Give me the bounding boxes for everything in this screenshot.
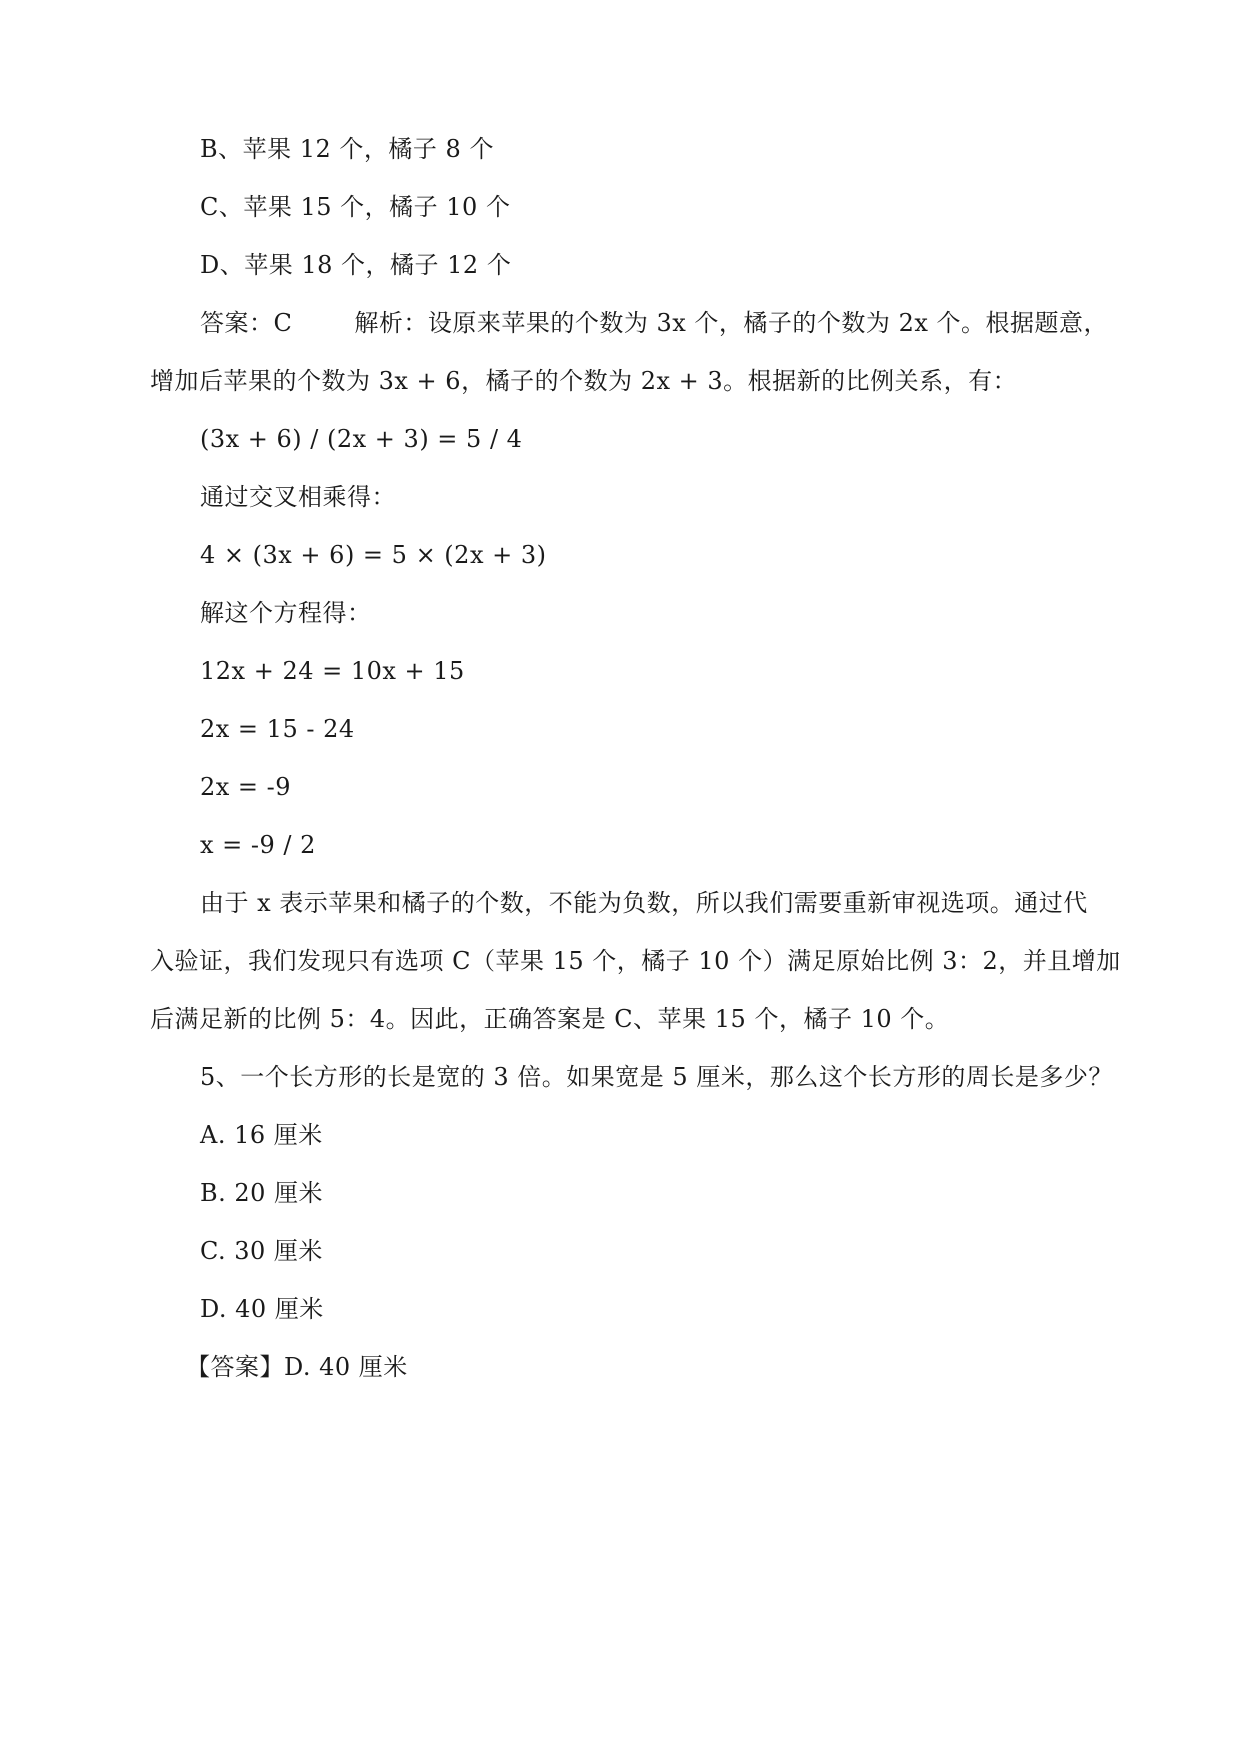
question-5-answer: 【答案】D. 40 厘米 xyxy=(186,1353,408,1381)
question-5-stem: 5、一个长方形的长是宽的 3 倍。如果宽是 5 厘米，那么这个长方形的周长是多少？ xyxy=(200,1063,1113,1091)
question-5-option-a: A. 16 厘米 xyxy=(200,1121,323,1149)
analysis-start: 解析：设原来苹果的个数为 3x 个，橘子的个数为 2x 个。根据题意， xyxy=(354,309,1108,337)
option-b: B、苹果 12 个，橘子 8 个 xyxy=(200,135,494,163)
question-5-option-c: C. 30 厘米 xyxy=(200,1237,323,1265)
analysis-line-2: 增加后苹果的个数为 3x + 6，橘子的个数为 2x + 3。根据新的比例关系，有： xyxy=(150,367,1018,395)
option-d: D、苹果 18 个，橘子 12 个 xyxy=(200,251,512,279)
solve-label: 解这个方程得： xyxy=(200,599,372,627)
option-c: C、苹果 15 个，橘子 10 个 xyxy=(200,193,511,221)
question-5-option-d: D. 40 厘米 xyxy=(200,1295,324,1323)
solve-step: 2x = -9 xyxy=(200,773,292,801)
answer-analysis-line xyxy=(200,307,1108,339)
conclusion-line: 由于 x 表示苹果和橘子的个数，不能为负数，所以我们需要重新审视选项。通过代 xyxy=(200,889,1088,917)
question-5-option-b: B. 20 厘米 xyxy=(200,1179,324,1207)
cross-multiply-equation: 4 × (3x + 6) = 5 × (2x + 3) xyxy=(200,541,547,569)
cross-multiply-label: 通过交叉相乘得： xyxy=(200,483,396,511)
solve-step: 12x + 24 = 10x + 15 xyxy=(200,657,465,685)
conclusion-line: 入验证，我们发现只有选项 C（苹果 15 个，橘子 10 个）满足原始比例 3：2，并且增加 xyxy=(150,947,1121,975)
conclusion-line: 后满足新的比例 5：4。因此，正确答案是 C、苹果 15 个，橘子 10 个。 xyxy=(150,1005,950,1033)
solve-step: 2x = 15 - 24 xyxy=(200,715,355,743)
ratio-equation: (3x + 6) / (2x + 3) = 5 / 4 xyxy=(200,425,523,453)
solve-step: x = -9 / 2 xyxy=(200,831,316,859)
answer-label: 答案：C xyxy=(200,309,293,337)
